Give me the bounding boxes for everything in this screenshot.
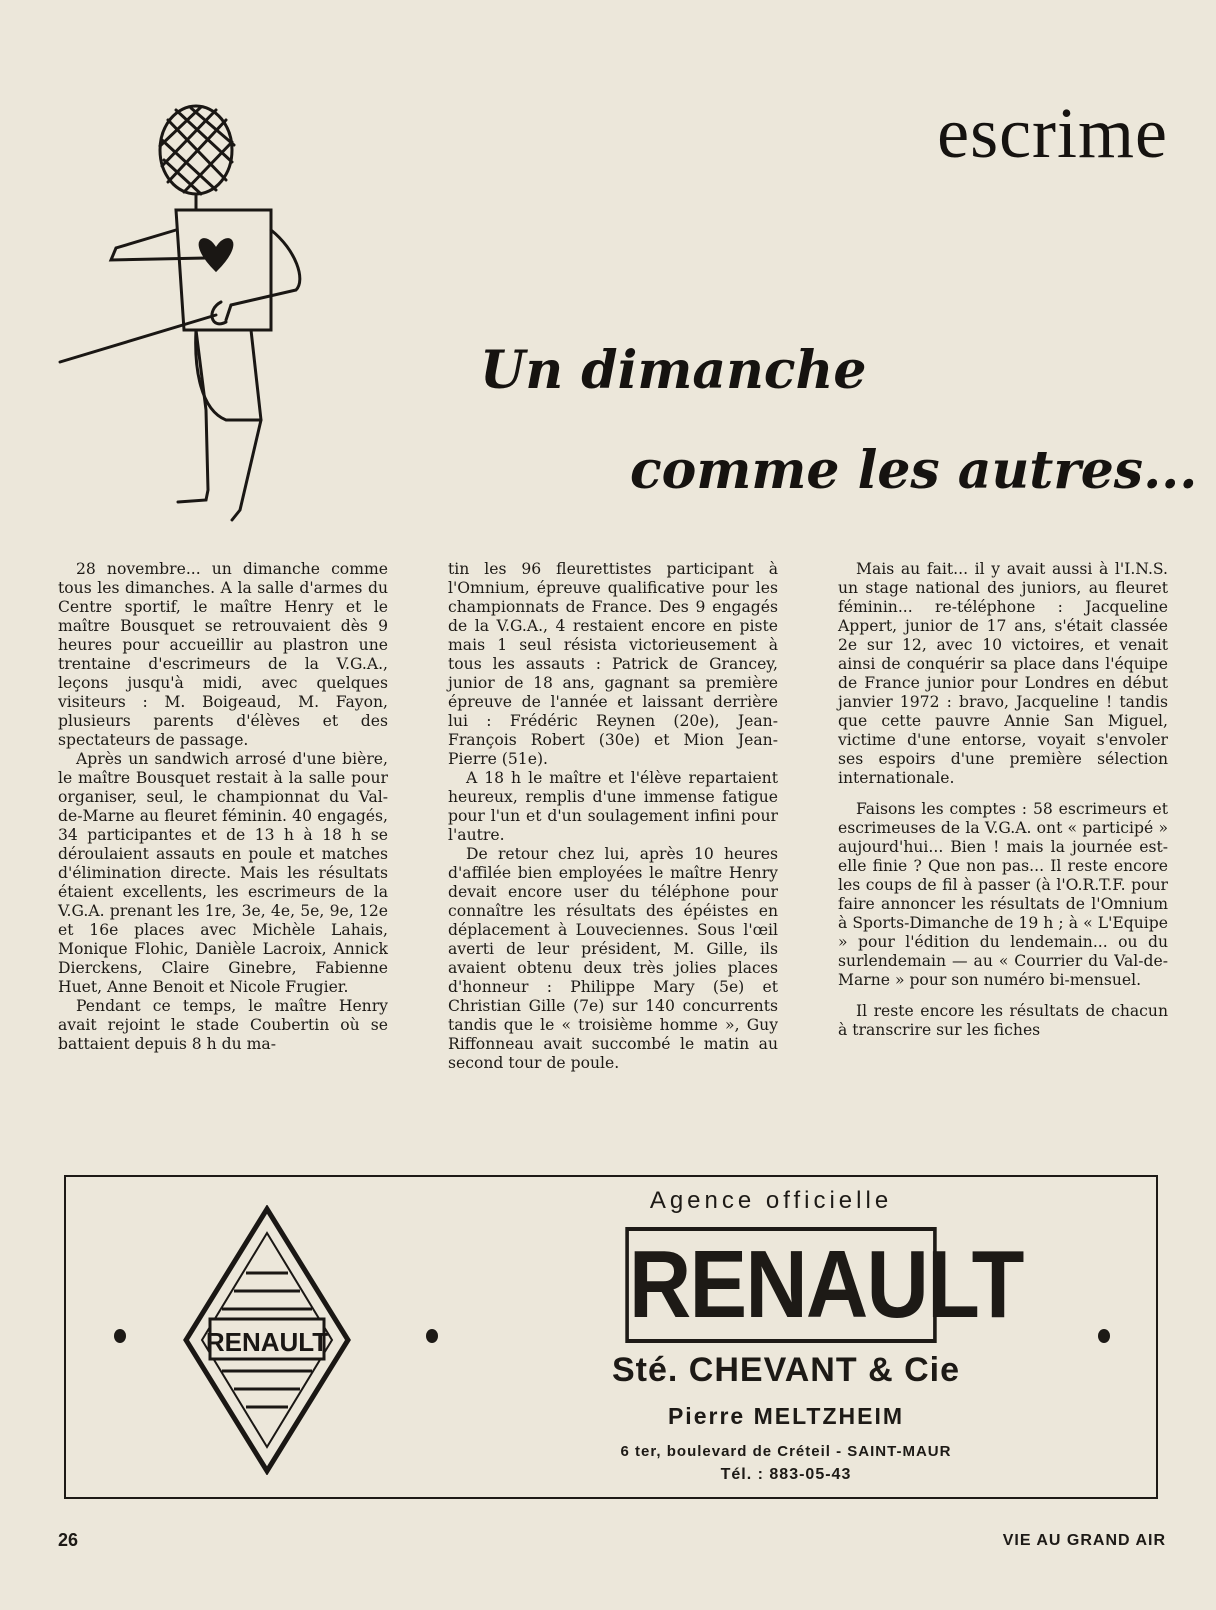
- section-title: escrime: [937, 93, 1168, 173]
- article-body: [58, 560, 1182, 1120]
- page-number: 26: [58, 1530, 79, 1550]
- brand-name: RENAULT: [625, 1227, 936, 1343]
- bullet-dot: [1098, 1329, 1110, 1343]
- article-column-2: [448, 560, 778, 1073]
- fencer-drawing-icon: [56, 90, 326, 540]
- paragraph: A 18 h le maître et l'élève repartaient heureux, remplis d'une immense fatigue pour l'un et d'un soulagement infini pour l'autre.: [448, 769, 778, 844]
- paragraph: De retour chez lui, après 10 heures d'affilée bien employées le maître Henry devait encore user du téléphone pour connaître les résultats des épéistes en déplacement à Louveciennes. Sous l'œil averti de leur président, M. Gille, ils avaient obtenu deux très jolies places d'honneur : Philippe Mary (5e) et Christian Gille (7e) sur 140 concurrents tandis que le « troisième homme », Guy Riffonneau avait succombé le matin au second tour de poule.: [448, 845, 778, 1072]
- company-name: Sté. CHEVANT & Cie: [612, 1351, 960, 1389]
- paragraph: Il reste encore les résultats de chacun à transcrire sur les fiches: [838, 1002, 1168, 1039]
- renault-diamond-logo: [182, 1205, 352, 1475]
- bullet-dot: [426, 1329, 438, 1343]
- magazine-title: VIE AU GRAND AIR: [1002, 1532, 1166, 1549]
- address: 6 ter, boulevard de Créteil - SAINT-MAUR: [620, 1443, 952, 1460]
- agence-label: Agence officielle: [649, 1187, 893, 1214]
- paragraph: 28 novembre... un dimanche comme tous les dimanches. A la salle d'armes du Centre sportif, le maître Henry et le maître Bousquet se retrouvaient dès 9 heures pour accueillir au plastron une trentaine d'escrimeurs de la V.G.A., leçons jusqu'à midi, avec quelques visiteurs : M. Boigeaud, M. Fayon, plusieurs parents d'élèves et des spectateurs de passage.: [58, 560, 388, 749]
- article-column-3: [838, 560, 1168, 1040]
- paragraph: tin les 96 fleurettistes participant à l'Omnium, épreuve qualificative pour les championnats de France. Des 9 engagés de la V.G.A., 4 restaient encore en piste mais 1 seul résista victorieusement à tous les assauts : Patrick de Grancey, junior de 18 ans, gagnant sa première épreuve de l'année et laissant derrière lui : Frédéric Reynen (20e), Jean-François Robert (30e) et Mion Jean-Pierre (51e).: [448, 560, 778, 768]
- renault-advertisement: [64, 1175, 1158, 1499]
- paragraph: Mais au fait... il y avait aussi à l'I.N.S. un stage national des juniors, au fleuret féminin... re-téléphone : Jacqueline Appert, junior de 17 ans, s'était classée 2e sur 12, avec 10 victoires, et venait ainsi de conquérir sa place dans l'équipe de France junior pour Londres en début janvier 1972 : bravo, Jacqueline ! tandis que cette pauvre Annie San Miguel, victime d'une entorse, voyait s'envoler ses espoirs d'une première sélection internationale.: [838, 560, 1168, 787]
- phone-number: Tél. : 883-05-43: [720, 1466, 852, 1483]
- contact-person: Pierre MELTZHEIM: [667, 1403, 905, 1429]
- article-column-1: [58, 560, 388, 1054]
- headline-line-2: comme les autres...: [630, 440, 1198, 501]
- paragraph: Pendant ce temps, le maître Henry avait rejoint le stade Coubertin où se battaient depuis 8 h du ma-: [58, 997, 388, 1053]
- paragraph: Après un sandwich arrosé d'une bière, le maître Bousquet restait à la salle pour organiser, seul, le championnat du Val-de-Marne au fleuret féminin. 40 engagés, 34 participantes et de 13 h à 18 h se déroulaient assauts en poule et matches d'élimination directe. Mais les résultats étaient excellents, les escrimeurs de la V.G.A. prenant les 1re, 3e, 4e, 5e, 9e, 12e et 16e places avec Michèle Lahais, Monique Flohic, Danièle Lacroix, Annick Dierckens, Claire Ginebre, Fabienne Huet, Anne Benoit et Nicole Frugier.: [58, 750, 388, 996]
- headline-line-1: Un dimanche: [480, 340, 867, 401]
- bullet-dot: [114, 1329, 126, 1343]
- logo-text: RENAULT: [205, 1327, 329, 1357]
- paragraph: Faisons les comptes : 58 escrimeurs et escrimeuses de la V.G.A. ont « participé » aujourd'hui... Bien ! mais la journée est-elle finie ? Que non pas... Il reste encore les coups de fil à passer (à l'O.R.T.F. pour faire annoncer les résultats de l'Omnium à Sports-Dimanche de 19 h ; à « L'Equipe » pour l'édition du lendemain... ou du surlendemain — au « Courrier du Val-de-Marne » pour son numéro bi-mensuel.: [838, 800, 1168, 989]
